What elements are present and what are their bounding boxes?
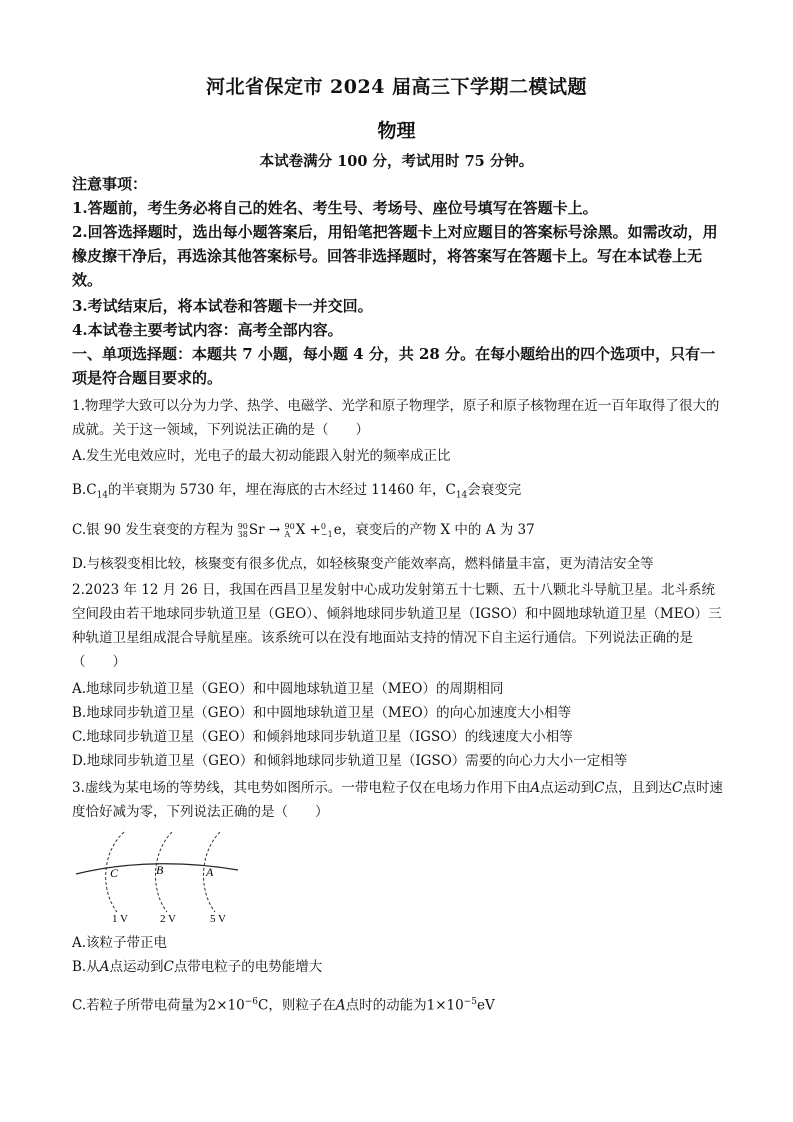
subject-title: 物理 [377,120,416,142]
q2-stem: 2.2023 年 12 月 26 日，我国在西昌卫星发射中心成功发射第五十七颗、五十八颗北斗导航卫星。北斗系统空间段由若干地球同步轨道卫星（GEO）、倾斜地球同步轨道卫星（IGSO）和中圆地球轨道卫星（MEO）三种轨道卫星组成混合导航星座。该系统可以在没有地面站支持的情况下自主运行通信。下列说法正确的是（ ） [72,582,722,670]
x-isotope-numbers: 90 A [284,521,295,539]
q3-option-a: A.该粒子带正电 [72,935,168,951]
notice-item-4: 4.本试卷主要考试内容：高考全部内容。 [72,321,343,339]
q2-option-a: A.地球同步轨道卫星（GEO）和中圆地球轨道卫星（MEO）的周期相同 [72,681,504,697]
q3-option-c: C.若粒子所带电荷量为$2\times 10^{-6}C$，则粒子在A点时的动能为$1\times 10^{-5}eV$ [72,997,495,1014]
potential-2v-label: 2 V [160,913,176,925]
q2-option-c: C.地球同步轨道卫星（GEO）和倾斜地球同步轨道卫星（IGSO）的线速度大小相等 [72,729,573,745]
q1-option-d: D.与核裂变相比较，核聚变有很多优点，如轻核聚变产能效率高，燃料储量丰富，更为清洁安全等 [72,556,654,572]
notice-item-3: 3.考试结束后，将本试卷和答题卡一并交回。 [72,297,373,315]
electron-numbers: 0 −1 [320,521,333,539]
q3-option-b: B.从A点运动到C点带电粒子的电势能增大 [72,959,323,975]
potential-5v-label: 5 V [210,913,226,925]
arrow-symbol: → [268,522,281,538]
equipotential-figure [72,830,252,930]
q1-option-b: $B.C_{14}$的半衰期为 5730 年，埋在海底的古木经过 11460 年，$C_{14}$会衰变完 [72,482,522,501]
q3-stem: 3.虚线为某电场的等势线，其电势如图所示。一带电粒子仅在电场力作用下由A点运动到C点，且到达C点时速度恰好减为零，下列说法正确的是（ ） [72,780,723,820]
q2-option-d: D.地球同步轨道卫星（GEO）和倾斜地球同步轨道卫星（IGSO）需要的向心力大小一定相等 [72,753,628,769]
notice-heading: 注意事项： [72,175,148,193]
point-b-label: B [156,863,164,877]
q2-option-b: B.地球同步轨道卫星（GEO）和中圆地球轨道卫星（MEO）的向心加速度大小相等 [72,705,572,721]
potential-1v-label: 1 V [112,913,128,925]
q1-stem: 1.物理学大致可以分为力学、热学、电磁学、光学和原子物理学，原子和原子核物理在近一百年取得了很大的成就。关于这一领域，下列说法正确的是（ ） [72,398,720,438]
point-c-label: C [110,866,119,880]
equipotential-diagram [72,830,252,930]
q1-option-c: C.银 90 发生衰变的方程为 90 38 Sr → 90 A X + 0 −1 e，衰变后的产物 X 中的 A 为 37 [72,521,535,539]
notice-item-2: 2.回答选择题时，选出每小题答案后，用铅笔把答题卡上对应题目的答案标号涂黑。如需改动，用橡皮擦干净后，再选涂其他答案标号。回答非选择题时，将答案写在答题卡上。写在本试卷上无效。 [72,223,718,289]
page-title: 河北省保定市 2024 届高三下学期二模试题 [205,76,588,98]
q1-option-a: A.发生光电效应时，光电子的最大初动能跟入射光的频率成正比 [72,448,451,464]
notice-item-1: 1.答题前，考生务必将自己的姓名、考生号、考场号、座位号填写在答题卡上。 [72,199,598,217]
section-heading: 一、单项选择题：本题共 7 小题，每小题 4 分，共 28 分。在每小题给出的四个选项中，只有一项是符合题目要求的。 [72,345,716,387]
sr-isotope-numbers: 90 38 [237,521,248,539]
score-line: 本试卷满分 100 分，考试用时 75 分钟。 [259,153,534,170]
point-a-label: A [206,865,214,879]
